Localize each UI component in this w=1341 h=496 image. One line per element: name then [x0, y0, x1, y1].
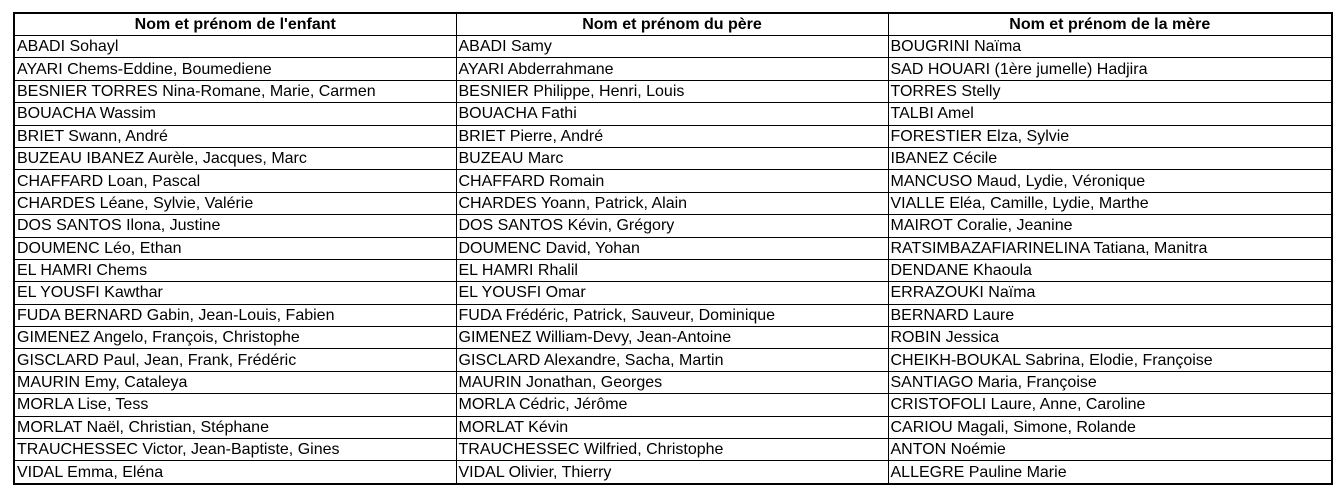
births-table — [13, 12, 1333, 485]
table-row — [14, 371, 1332, 393]
table-row — [14, 259, 1332, 281]
mother-name-cell: CHEIKH-BOUKAL Sabrina, Elodie, Françoise — [888, 349, 1332, 371]
child-name-cell: GIMENEZ Angelo, François, Christophe — [14, 327, 456, 349]
mother-name-cell: BERNARD Laure — [888, 304, 1332, 326]
father-name-cell: CHARDES Yoann, Patrick, Alain — [456, 192, 888, 214]
mother-name-cell: RATSIMBAZAFIARINELINA Tatiana, Manitra — [888, 237, 1332, 259]
child-name-cell: EL YOUSFI Kawthar — [14, 282, 456, 304]
father-name-cell: DOUMENC David, Yohan — [456, 237, 888, 259]
mother-name-cell: ANTON Noémie — [888, 439, 1332, 461]
child-name-cell: MORLAT Naël, Christian, Stéphane — [14, 416, 456, 438]
father-name-cell: EL HAMRI Rhalil — [456, 259, 888, 281]
child-name-cell: BUZEAU IBANEZ Aurèle, Jacques, Marc — [14, 147, 456, 169]
table-row — [14, 461, 1332, 484]
father-name-cell: MORLA Cédric, Jérôme — [456, 394, 888, 416]
father-name-cell: BOUACHA Fathi — [456, 103, 888, 125]
table-row — [14, 125, 1332, 147]
mother-name-cell: CARIOU Magali, Simone, Rolande — [888, 416, 1332, 438]
table-row — [14, 349, 1332, 371]
header-father-name: Nom et prénom du père — [456, 13, 888, 36]
father-name-cell: EL YOUSFI Omar — [456, 282, 888, 304]
table-row — [14, 327, 1332, 349]
mother-name-cell: CRISTOFOLI Laure, Anne, Caroline — [888, 394, 1332, 416]
child-name-cell: AYARI Chems-Eddine, Boumediene — [14, 58, 456, 80]
table-row — [14, 304, 1332, 326]
mother-name-cell: SANTIAGO Maria, Françoise — [888, 371, 1332, 393]
table-row — [14, 36, 1332, 58]
table-row — [14, 439, 1332, 461]
child-name-cell: VIDAL Emma, Eléna — [14, 461, 456, 484]
child-name-cell: CHARDES Léane, Sylvie, Valérie — [14, 192, 456, 214]
father-name-cell: BESNIER Philippe, Henri, Louis — [456, 80, 888, 102]
father-name-cell: AYARI Abderrahmane — [456, 58, 888, 80]
mother-name-cell: IBANEZ Cécile — [888, 147, 1332, 169]
father-name-cell: TRAUCHESSEC Wilfried, Christophe — [456, 439, 888, 461]
table-row — [14, 103, 1332, 125]
table-row — [14, 192, 1332, 214]
mother-name-cell: TALBI Amel — [888, 103, 1332, 125]
child-name-cell: TRAUCHESSEC Victor, Jean-Baptiste, Gines — [14, 439, 456, 461]
mother-name-cell: ALLEGRE Pauline Marie — [888, 461, 1332, 484]
father-name-cell: GIMENEZ William-Devy, Jean-Antoine — [456, 327, 888, 349]
table-row — [14, 80, 1332, 102]
father-name-cell: GISCLARD Alexandre, Sacha, Martin — [456, 349, 888, 371]
father-name-cell: DOS SANTOS Kévin, Grégory — [456, 215, 888, 237]
table-row — [14, 394, 1332, 416]
table-body — [14, 36, 1332, 484]
father-name-cell: ABADI Samy — [456, 36, 888, 58]
child-name-cell: BOUACHA Wassim — [14, 103, 456, 125]
table-row — [14, 147, 1332, 169]
mother-name-cell: VIALLE Eléa, Camille, Lydie, Marthe — [888, 192, 1332, 214]
child-name-cell: FUDA BERNARD Gabin, Jean-Louis, Fabien — [14, 304, 456, 326]
table-row — [14, 170, 1332, 192]
father-name-cell: MORLAT Kévin — [456, 416, 888, 438]
table-row — [14, 215, 1332, 237]
child-name-cell: BRIET Swann, André — [14, 125, 456, 147]
child-name-cell: CHAFFARD Loan, Pascal — [14, 170, 456, 192]
child-name-cell: BESNIER TORRES Nina-Romane, Marie, Carmen — [14, 80, 456, 102]
father-name-cell: BRIET Pierre, André — [456, 125, 888, 147]
mother-name-cell: MAIROT Coralie, Jeanine — [888, 215, 1332, 237]
mother-name-cell: FORESTIER Elza, Sylvie — [888, 125, 1332, 147]
father-name-cell: FUDA Frédéric, Patrick, Sauveur, Dominique — [456, 304, 888, 326]
child-name-cell: ABADI Sohayl — [14, 36, 456, 58]
header-mother-name: Nom et prénom de la mère — [888, 13, 1332, 36]
header-child-name: Nom et prénom de l'enfant — [14, 13, 456, 36]
child-name-cell: DOS SANTOS Ilona, Justine — [14, 215, 456, 237]
mother-name-cell: TORRES Stelly — [888, 80, 1332, 102]
table-row — [14, 282, 1332, 304]
mother-name-cell: MANCUSO Maud, Lydie, Véronique — [888, 170, 1332, 192]
child-name-cell: MORLA Lise, Tess — [14, 394, 456, 416]
mother-name-cell: ROBIN Jessica — [888, 327, 1332, 349]
child-name-cell: DOUMENC Léo, Ethan — [14, 237, 456, 259]
table-row — [14, 58, 1332, 80]
child-name-cell: EL HAMRI Chems — [14, 259, 456, 281]
mother-name-cell: SAD HOUARI (1ère jumelle) Hadjira — [888, 58, 1332, 80]
mother-name-cell: ERRAZOUKI Naïma — [888, 282, 1332, 304]
table-row — [14, 416, 1332, 438]
father-name-cell: BUZEAU Marc — [456, 147, 888, 169]
mother-name-cell: BOUGRINI Naïma — [888, 36, 1332, 58]
father-name-cell: MAURIN Jonathan, Georges — [456, 371, 888, 393]
mother-name-cell: DENDANE Khaoula — [888, 259, 1332, 281]
father-name-cell: VIDAL Olivier, Thierry — [456, 461, 888, 484]
header-row — [14, 13, 1332, 36]
table-header — [14, 13, 1332, 36]
child-name-cell: GISCLARD Paul, Jean, Frank, Frédéric — [14, 349, 456, 371]
child-name-cell: MAURIN Emy, Cataleya — [14, 371, 456, 393]
table-row — [14, 237, 1332, 259]
father-name-cell: CHAFFARD Romain — [456, 170, 888, 192]
